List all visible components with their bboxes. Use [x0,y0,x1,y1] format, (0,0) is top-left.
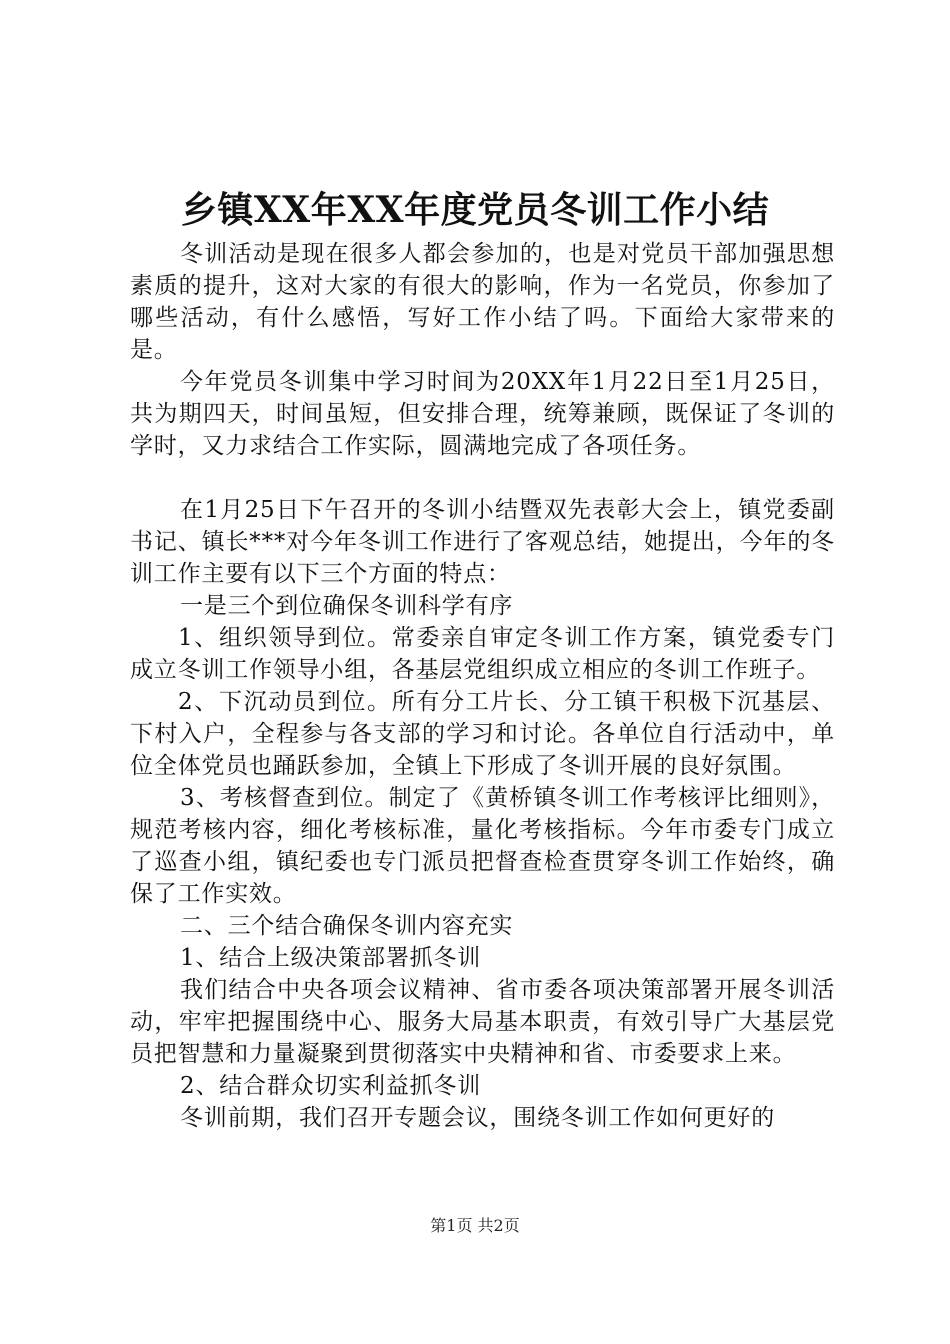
paragraph: 1、组织领导到位。常委亲自审定冬训工作方案，镇党委专门成立冬训工作领导小组，各基层党组织成立相应的冬训工作班子。 [130,625,835,683]
section-heading: 一是三个到位确保冬训科学有序 [180,593,514,619]
page-footer: 第1页 共2页 [430,1216,520,1235]
paragraph: 2、下沉动员到位。所有分工片长、分工镇干积极下沉基层、下村入户，全程参与各支部的学习和讨论。各单位自行活动中，单位全体党员也踊跃参加，全镇上下形成了冬训开展的良好氛围。 [130,689,835,779]
subsection-heading: 2、结合群众切实利益抓冬训 [180,1073,482,1099]
document-body [130,238,835,1134]
document-title: 乡镇XX年XX年度党员冬训工作小结 [180,189,770,231]
paragraph: 今年党员冬训集中学习时间为20XX年1月22日至1月25日，共为期四天，时间虽短，但安排合理，统筹兼顾，既保证了冬训的学时，又力求结合工作实际，圆满地完成了各项任务。 [130,369,835,459]
section-heading: 二、三个结合确保冬训内容充实 [180,913,514,939]
paragraph: 在1月25日下午召开的冬训小结暨双先表彰大会上，镇党委副书记、镇长***对今年冬训工作进行了客观总结，她提出，今年的冬训工作主要有以下三个方面的特点： [130,497,835,587]
paragraph: 冬训活动是现在很多人都会参加的，也是对党员干部加强思想素质的提升，这对大家的有很大的影响，作为一名党员，你参加了哪些活动，有什么感悟，写好工作小结了吗。下面给大家带来的是。 [130,241,835,363]
subsection-heading: 1、结合上级决策部署抓冬训 [180,945,482,971]
paragraph: 冬训前期，我们召开专题会议，围绕冬训工作如何更好的 [180,1105,775,1131]
blank-line [130,462,835,494]
paragraph: 我们结合中央各项会议精神、省市委各项决策部署开展冬训活动，牢牢把握围绕中心、服务大局基本职责，有效引导广大基层党员把智慧和力量凝聚到贯彻落实中央精神和省、市委要求上来。 [130,977,835,1067]
paragraph: 3、考核督查到位。制定了《黄桥镇冬训工作考核评比细则》，规范考核内容，细化考核标准，量化考核指标。今年市委专门成立了巡查小组，镇纪委也专门派员把督查检查贯穿冬训工作始终，确保了工作实效。 [130,785,835,907]
